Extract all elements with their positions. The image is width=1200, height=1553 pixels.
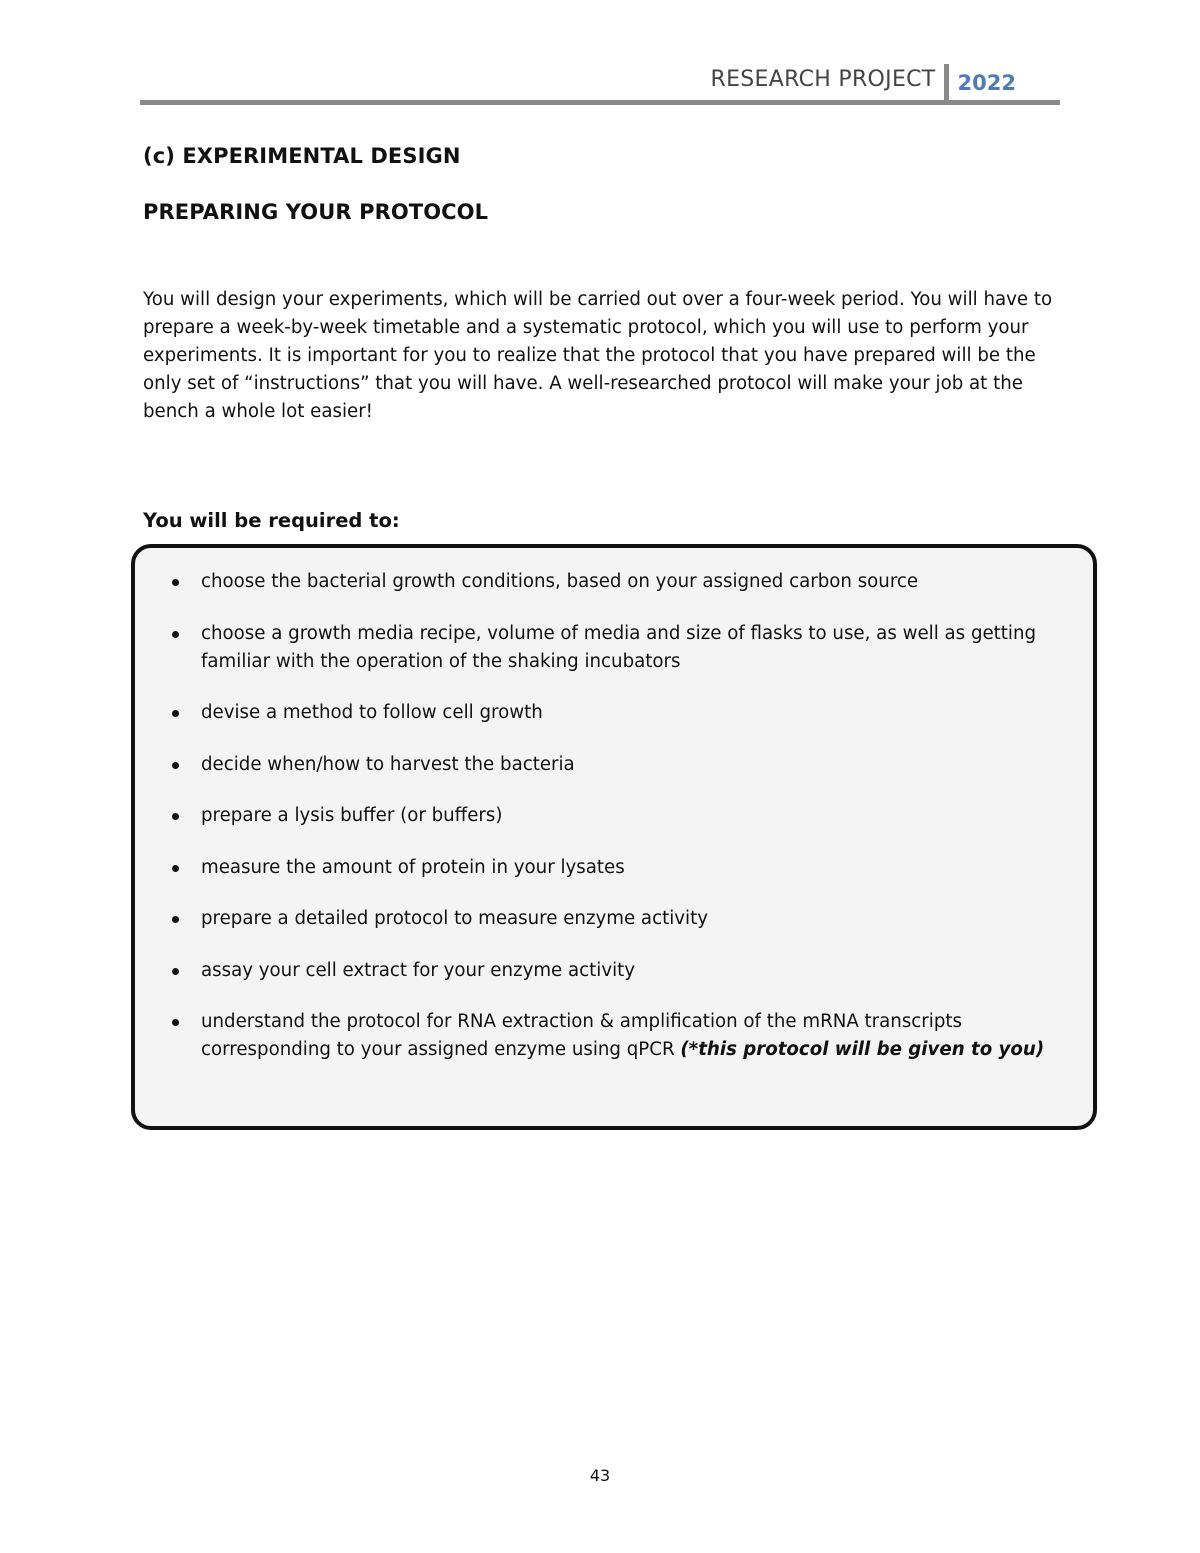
list-item-text: understand the protocol for RNA extraction & amplification of the mRNA transcripts corresponding to your assigned enzyme using qPCR [201,1011,962,1060]
list-item-text: choose the bacterial growth conditions, based on your assigned carbon source [201,571,919,592]
header-year: 2022 [957,71,1016,95]
bullet-icon [172,762,179,769]
intro-paragraph: You will design your experiments, which will be carried out over a four-week period. You will have to prepare a week-by-week timetable and a systematic protocol, which you will use to perform your experiments. It is important for you to realize that the protocol that you have prepared will be the only set of “instructions” that you will have. A well-researched protocol will make your job at the bench a whole lot easier! [143,289,1053,422]
list-item [135,620,1093,676]
header-separator [944,64,949,102]
list-item [135,905,1093,933]
list-item-text: devise a method to follow cell growth [201,702,543,723]
list-item [135,957,1093,985]
list-item-text: prepare a lysis buffer (or buffers) [201,805,503,826]
list-item-text: measure the amount of protein in your lysates [201,856,625,878]
list-item-emphasis: (*this protocol will be given to you) [680,1039,1045,1060]
requirements-list [135,568,1093,1088]
bullet-icon [172,968,179,975]
page-header [140,60,1060,104]
bullet-icon [172,813,179,820]
header-title: RESEARCH PROJECT [710,67,936,92]
bullet-icon [172,579,179,586]
bullet-icon [172,916,179,923]
section-heading: (c) EXPERIMENTAL DESIGN [143,144,461,168]
list-item [135,1008,1093,1064]
requirements-box [131,544,1097,1130]
list-item [135,854,1093,882]
list-item-text: decide when/how to harvest the bacteria [201,753,575,775]
page-number: 43 [589,1466,611,1485]
list-item [135,802,1093,830]
bullet-icon [172,865,179,872]
bullet-icon [172,1019,179,1026]
list-item-text: choose a growth media recipe, volume of media and size of flasks to use, as well as getting familiar with the operation of the shaking incubators [201,622,1037,672]
header-rule [140,100,1060,105]
list-item-text: prepare a detailed protocol to measure enzyme activity [201,908,708,929]
list-item [135,751,1093,779]
bullet-icon [172,710,179,717]
list-item [135,568,1093,596]
list-item-text: assay your cell extract for your enzyme activity [201,959,636,981]
bullet-icon [172,631,179,638]
header-title-group [711,64,1017,102]
requirements-heading: You will be required to: [143,509,400,532]
list-item [135,699,1093,727]
subheading: PREPARING YOUR PROTOCOL [143,200,489,224]
